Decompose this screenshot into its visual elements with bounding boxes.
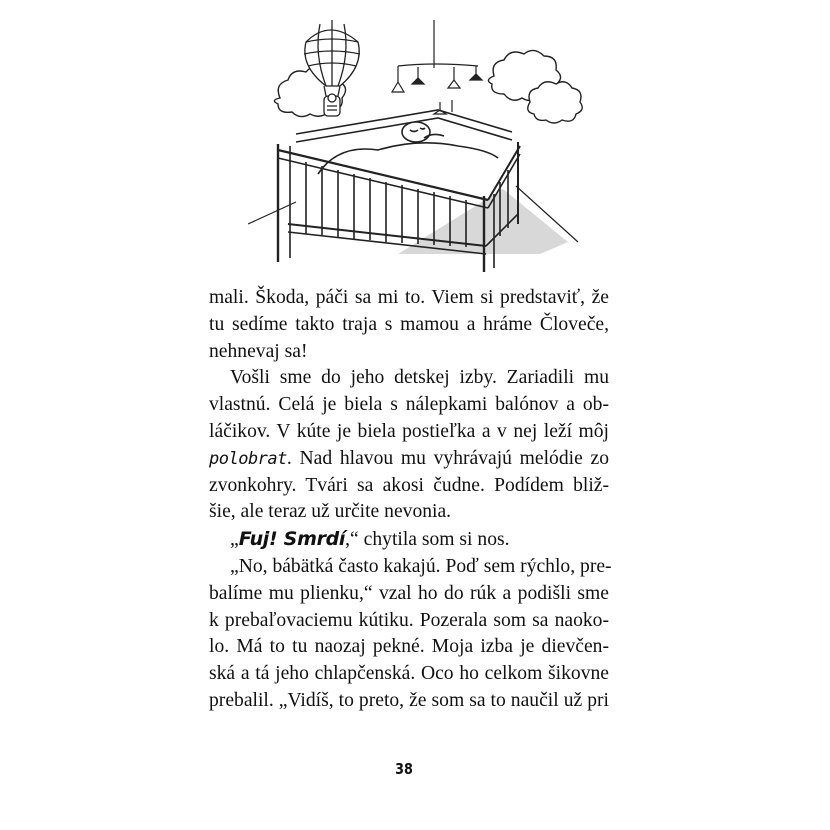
handwritten-word: polobrat [209,448,287,469]
crib-icon [278,110,520,272]
text-line: láčikov. V kúte je biela postieľka a v nej leží môj [209,420,609,442]
page-body-text [209,285,612,715]
text-line: šie, ale teraz už určite nevonia. [209,501,452,523]
cloud-icon-right-bottom [528,82,583,123]
text-line: mali. Škoda, páči sa mi to. Viem si predstaviť, že [209,287,609,308]
text-line: „No, bábätká často kakajú. Poď sem rýchlo, pre- [230,555,612,577]
text-line: Vošli sme do jeho detskej izby. Zariadili mu [230,367,609,389]
text-line: ská a tá jeho chlapčenská. Oco ho celkom šikovne [209,663,609,685]
text-line: vlastnú. Celá je biela s nálepkami balónov a ob- [209,394,609,416]
text-line-mixed [209,446,609,473]
text-line: prebalil. „Vidíš, to preto, že som sa to naučil už pri [209,689,609,711]
mobile-toy-icon [392,20,482,114]
text-line: tu sedíme takto traja s mamou a hráme Človeče, [209,313,609,335]
exclamation-text: Fuj! Smrdí [238,528,346,551]
text-line: zvonkohry. Tvári sa akosi čudne. Podídem bliž- [209,474,609,496]
text-line: lo. Má to tu naozaj pekné. Moja izba je dievčen- [209,636,609,658]
text-line: nehnevaj sa! [209,340,308,362]
page-number: 38 [395,760,413,778]
text-line: balíme mu plienku,“ vzal ho do rúk a podišli sme [209,582,609,604]
text-line-mixed [209,526,609,554]
open-quote: „ [230,529,239,551]
text-fragment: . Nad hlavou mu vyhrávajú melódie zo [286,447,609,469]
crib-illustration [248,14,588,276]
wall-floor-line [248,202,296,224]
text-fragment: ,“ chytila som si nos. [345,529,510,551]
text-line: k prebaľovaciemu kútiku. Pozerala som sa naoko- [209,609,609,631]
